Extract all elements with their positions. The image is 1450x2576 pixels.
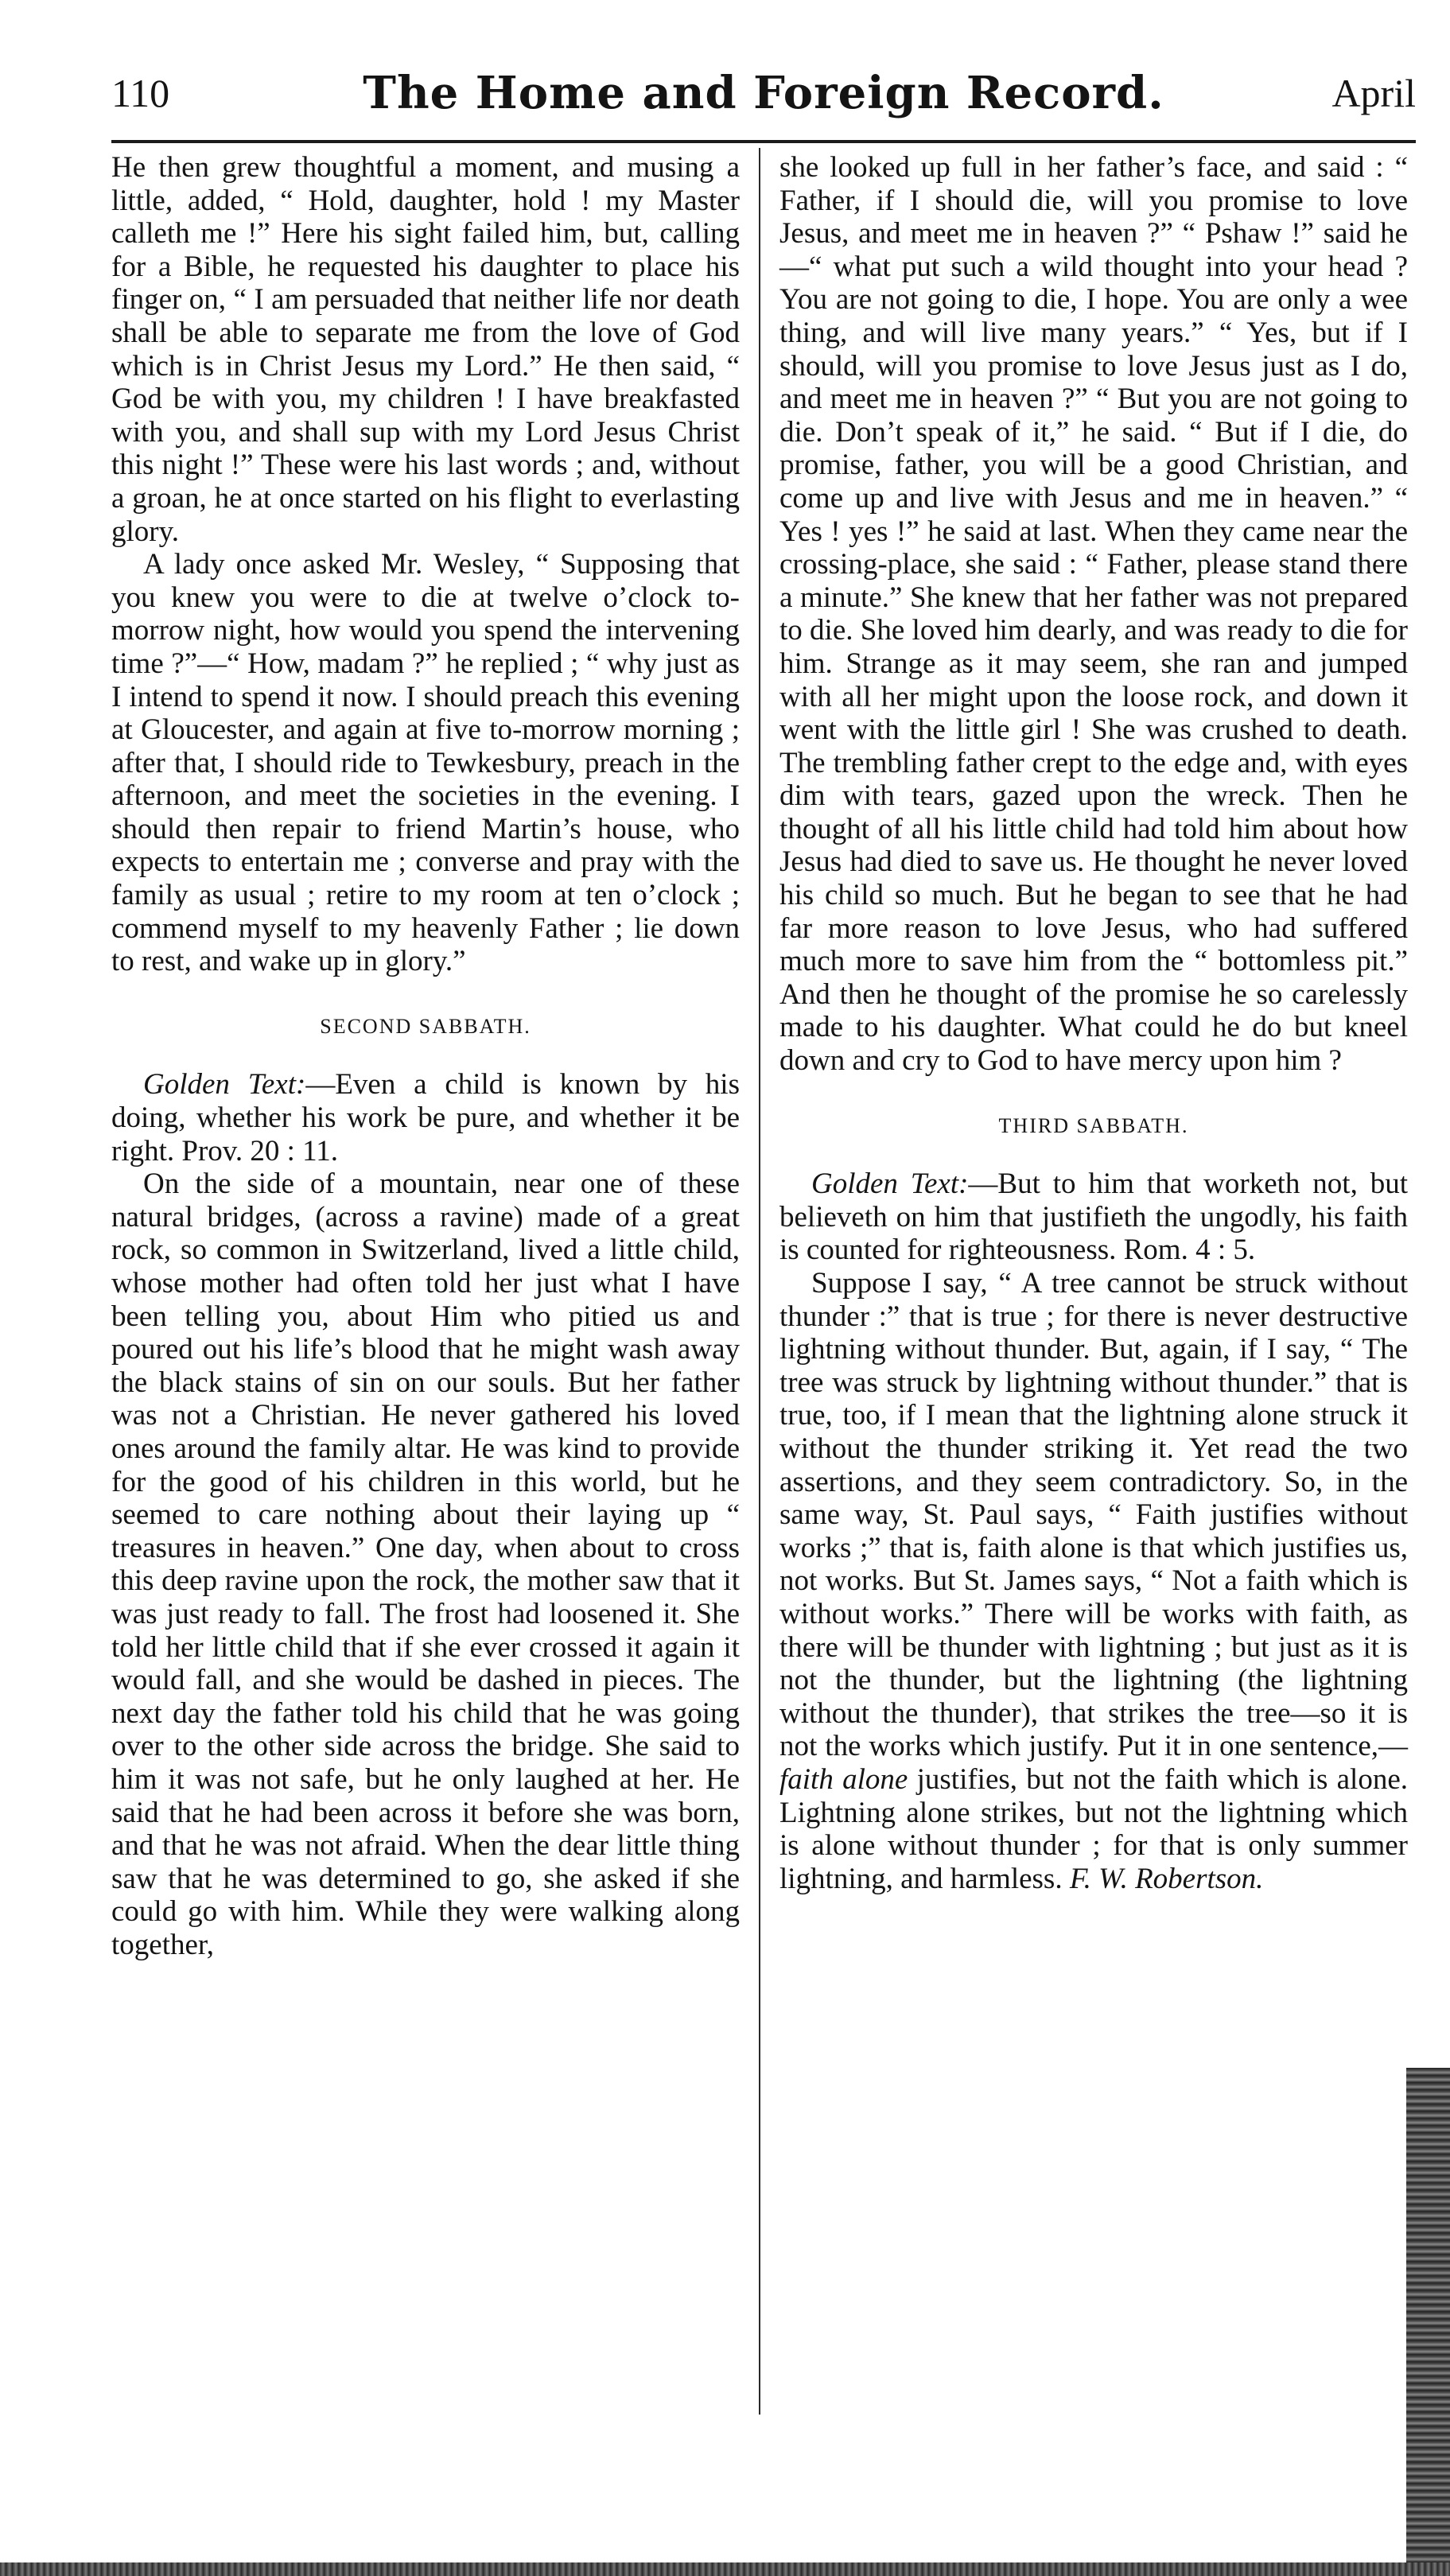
heading-third-sabbath: THIRD SABBATH. [998,1113,1189,1137]
paragraph-wesley: A lady once asked Mr. Wesley, “ Supposing that you knew you were to die at twelve o’clock to-morrow night, how would you spend the intervening time ?”—“ How, madam ?” he replied ; “ why just as I intend to spend it now. I should preach this evening at Gloucester, and again at five to-morrow morning ; after that, I should ride to Tewkesbury, preach in the afternoon, and meet the societies in the evening. I should then repair to friend Martin’s house, who expects to entertain me ; converse and pray with the family as usual ; retire to my room at ten o’clock ; commend myself to my heavenly Father ; lie down to rest, and wake up in glory.” [111,548,740,978]
golden-text-body: —But to him that worketh not, but believeth on him that justifieth the ungodly, his faith is counted for righteousness. Rom. 4 : 5. [779,1168,1408,1267]
paragraph-mountain-story: On the side of a mountain, near one of these natural bridges, (across a ravine) made of a great rock, so common in Switzerland, lived a little child, whose mother had often told her just what I have been telling you, about Him who pitied us and poured out his life’s blood that he might wash away the black stains of sin on our souls. But her father was not a Christian. He never gathered his loved ones around the family altar. He was kind to provide for the good of his children in this world, but he seemed to care nothing about their laying up “ treasures in heaven.” One day, when about to cross this deep ravine upon the rock, the mother saw that it was just ready to fall. The frost had loosened it. She told her little child that if she ever crossed it again it would fall, and she would be dashed in pieces. The next day the father told his child that he was going over to the other side across the bridge. She said to him it was not safe, but he only laughed at her. He said that he had been across it before she was born, and that he was not afraid. When the dear little thing saw that he was determined to go, she asked if she could go with him. While they were walking along together, [111,1168,740,1961]
issue-month: April [1331,71,1416,115]
left-column [111,151,740,1961]
header-rule [111,140,1416,143]
faith-text-part2: justifies, but not the faith which is alone. Lightning alone strikes, but not the lightning which is alone without thunder ; for that is only summer lightning, and harmless. [779,1762,1409,1895]
faith-text-part1: Suppose I say, “ A tree cannot be struck without thunder :” that is true ; for there is never destructive lightning without thunder. But, again, if I say, “ The tree was struck by lightning without thunder.” that is true, too, if I mean that the lightning alone struck it without the thunder striking it. Yet read the two assertions, and they seem contradictory. So, in the same way, St. Paul says, “ Faith justifies without works ;” that is, faith alone is that which justifies us, not works. But St. James says, “ Not a faith which is without works.” There will be works with faith, as there will be thunder with lightning ; but just as it is not the thunder, but the lightning (the lightning without the thunder), that strikes the tree—so it is not the works which justify. Put it in one sentence,— [779,1267,1408,1763]
page-number: 110 [111,71,170,115]
golden-text-body: —Even a child is known by his doing, whether his work be pure, and whether it be right. Prov. 20 : 11. [111,1068,740,1168]
golden-text-label: Golden Text: [811,1168,969,1201]
author-signature: F. W. Robertson. [1069,1862,1264,1895]
golden-text-label: Golden Text: [143,1068,306,1102]
golden-text-third [779,1168,1408,1267]
faith-alone-emphasis: faith alone [779,1762,908,1796]
paragraph-story-continued: she looked up full in her father’s face, and said : “ Father, if I should die, will you promise to love Jesus, and meet me in heaven ?” “ Pshaw !” said he—“ what put such a wild thought into your head ? You are not going to die, I hope. You are only a wee thing, and will live many years.” “ Yes, but if I should, will you promise to love Jesus just as I do, and meet me in heaven ?” “ But you are not going to die. Don’t speak of it,” he said. “ But if I die, do promise, father, you will be a good Christian, and come up and live with Jesus and me in heaven.” “ Yes ! yes !” he said at last. When they came near the crossing-place, she said : “ Father, please stand there a minute.” She knew that her father was not prepared to die. She loved him dearly, and was ready to die for him. Strange as it may seem, she ran and jumped with all her might upon the loose rock, and down it went with the little girl ! She was crushed to death. The trembling father crept to the edge and, with eyes dim with tears, gazed upon the wreck. Then he thought of all his little child had told him about how Jesus had died to save us. He thought he never loved his child so much. But he began to see that he had far more reason to love Jesus, who had suffered much more to save him from the “ bottomless pit.” And then he thought of the promise he so carelessly made to his daughter. What could he do but kneel down and cry to God to have mercy upon him ? [779,151,1408,1078]
page-bottom-edge [0,2562,1450,2576]
journal-title: The Home and Foreign Record. [363,67,1164,119]
column-divider [759,148,760,2415]
golden-text-second [111,1068,740,1168]
page-header [111,67,1416,134]
page-edge-shadow [1406,2068,1450,2576]
heading-second-sabbath: SECOND SABBATH. [320,1014,531,1038]
right-column [779,151,1408,1895]
paragraph-faith-lightning [779,1267,1408,1895]
paragraph-deathbed: He then grew thoughtful a moment, and musing a little, added, “ Hold, daughter, hold ! my Master calleth me !” Here his sight failed him, but, calling for a Bible, he requested his daughter to place his finger on, “ I am persuaded that neither life nor death shall be able to separate me from the love of God which is in Christ Jesus my Lord.” He then said, “ God be with you, my children ! I have breakfasted with you, and shall sup with my Lord Jesus Christ this night !” These were his last words ; and, without a groan, he at once started on his flight to everlasting glory. [111,151,740,548]
